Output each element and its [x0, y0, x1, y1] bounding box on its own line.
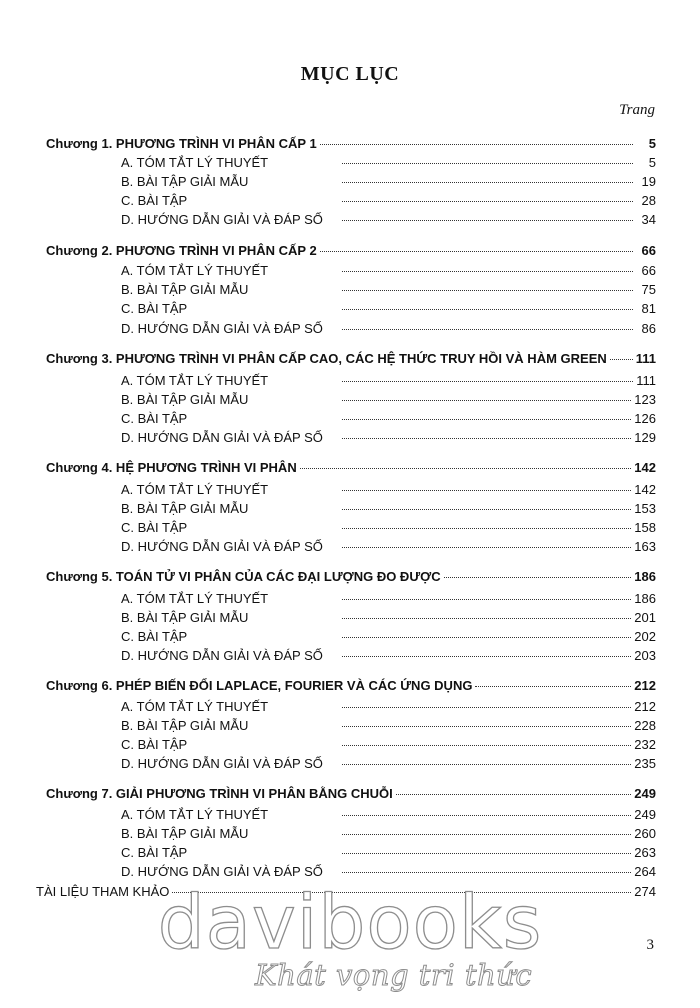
section-label: A. TÓM TẮT LÝ THUYẾT	[121, 699, 269, 714]
toc-section[interactable]	[121, 481, 656, 499]
section-label: A. TÓM TẮT LÝ THUYẾT	[121, 155, 269, 170]
toc-section[interactable]	[121, 519, 656, 537]
toc-section[interactable]	[121, 647, 656, 665]
dot-leader	[342, 764, 631, 765]
dot-leader	[300, 468, 632, 469]
toc-section[interactable]	[121, 410, 656, 428]
chapter-title: Chương 4. HỆ PHƯƠNG TRÌNH VI PHÂN	[46, 460, 297, 475]
section-page: 81	[641, 301, 656, 316]
section-label: A. TÓM TẮT LÝ THUYẾT	[121, 373, 269, 388]
section-page: 34	[641, 212, 656, 227]
section-label: C. BÀI TẬP	[121, 301, 188, 316]
section-label: C. BÀI TẬP	[121, 411, 188, 426]
chapter-title: Chương 5. TOÁN TỬ VI PHÂN CỦA CÁC ĐẠI LƯỢNG ĐO ĐƯỢC	[46, 569, 441, 584]
dot-leader	[342, 707, 631, 708]
toc-section[interactable]	[121, 590, 656, 608]
dot-leader	[342, 400, 631, 401]
section-label: D. HƯỚNG DẪN GIẢI VÀ ĐÁP SỐ	[121, 648, 323, 663]
dot-leader	[342, 547, 631, 548]
toc-section[interactable]	[121, 736, 656, 754]
bibliography-page: 274	[634, 884, 656, 899]
section-page: 264	[634, 864, 656, 879]
toc-chapter-1[interactable]	[46, 135, 656, 153]
chapter-title: Chương 7. GIẢI PHƯƠNG TRÌNH VI PHÂN BẰNG CHUỖI	[46, 786, 393, 801]
section-label: A. TÓM TẮT LÝ THUYẾT	[121, 807, 269, 822]
dot-leader	[320, 144, 633, 145]
section-page: 158	[634, 520, 656, 535]
section-page: 201	[634, 610, 656, 625]
dot-leader	[342, 438, 631, 439]
section-page: 203	[634, 648, 656, 663]
section-page: 129	[634, 430, 656, 445]
dot-leader	[342, 490, 631, 491]
section-label: B. BÀI TẬP GIẢI MẪU	[121, 282, 249, 297]
dot-leader	[610, 359, 633, 360]
section-label: D. HƯỚNG DẪN GIẢI VÀ ĐÁP SỐ	[121, 212, 323, 227]
section-label: C. BÀI TẬP	[121, 629, 188, 644]
dot-leader	[342, 599, 631, 600]
dot-leader	[342, 726, 631, 727]
section-label: B. BÀI TẬP GIẢI MẪU	[121, 174, 249, 189]
section-page: 163	[634, 539, 656, 554]
section-page: 260	[634, 826, 656, 841]
toc-section[interactable]	[121, 500, 656, 518]
dot-leader	[342, 163, 633, 164]
chapter-title: Chương 2. PHƯƠNG TRÌNH VI PHÂN CẤP 2	[46, 243, 317, 258]
section-label: C. BÀI TẬP	[121, 193, 188, 208]
dot-leader	[342, 329, 633, 330]
section-label: D. HƯỚNG DẪN GIẢI VÀ ĐÁP SỐ	[121, 864, 323, 879]
dot-leader	[342, 419, 631, 420]
toc-section[interactable]	[121, 863, 656, 881]
toc-section[interactable]	[121, 173, 656, 191]
section-label: B. BÀI TẬP GIẢI MẪU	[121, 501, 249, 516]
dot-leader	[342, 815, 631, 816]
toc-section[interactable]	[121, 717, 656, 735]
dot-leader	[396, 794, 632, 795]
section-page: 232	[634, 737, 656, 752]
dot-leader	[342, 618, 631, 619]
dot-leader	[342, 872, 631, 873]
section-page: 228	[634, 718, 656, 733]
toc-section[interactable]	[121, 154, 656, 172]
toc-section[interactable]	[121, 281, 656, 299]
toc-section[interactable]	[121, 372, 656, 390]
toc-section[interactable]	[121, 211, 656, 229]
dot-leader	[342, 656, 631, 657]
section-page: 249	[634, 807, 656, 822]
chapter-page: 212	[634, 678, 656, 693]
dot-leader	[342, 509, 631, 510]
toc-section[interactable]	[121, 192, 656, 210]
dot-leader	[342, 853, 631, 854]
toc-section[interactable]	[121, 628, 656, 646]
dot-leader	[342, 309, 633, 310]
section-label: B. BÀI TẬP GIẢI MẪU	[121, 610, 249, 625]
toc-chapter-2[interactable]	[46, 242, 656, 260]
dot-leader	[342, 201, 633, 202]
toc-section[interactable]	[121, 844, 656, 862]
chapter-page: 66	[641, 243, 656, 258]
section-page: 123	[634, 392, 656, 407]
section-label: A. TÓM TẮT LÝ THUYẾT	[121, 482, 269, 497]
watermark-brand: davibooks	[157, 880, 543, 966]
chapter-page: 142	[634, 460, 656, 475]
chapter-title: Chương 6. PHÉP BIẾN ĐỔI LAPLACE, FOURIER VÀ CÁC ỨNG DỤNG	[46, 678, 473, 693]
section-label: D. HƯỚNG DẪN GIẢI VÀ ĐÁP SỐ	[121, 321, 323, 336]
dot-leader	[342, 637, 631, 638]
section-page: 66	[641, 263, 656, 278]
toc-chapter-7[interactable]	[46, 785, 656, 803]
section-label: C. BÀI TẬP	[121, 737, 188, 752]
chapter-title: Chương 3. PHƯƠNG TRÌNH VI PHÂN CẤP CAO, CÁC HỆ THỨC TRUY HỒI VÀ HÀM GREEN	[46, 351, 607, 366]
section-page: 111	[636, 373, 656, 388]
watermark-slogan: Khát vọng tri thức	[255, 958, 533, 992]
section-page: 186	[634, 591, 656, 606]
dot-leader	[342, 381, 633, 382]
toc-section[interactable]	[121, 429, 656, 447]
page-title: MỤC LỤC	[300, 63, 400, 85]
toc-section[interactable]	[121, 391, 656, 409]
section-page: 212	[634, 699, 656, 714]
toc-chapter-6[interactable]	[46, 677, 656, 695]
dot-leader	[320, 251, 633, 252]
page-column-label: Trang	[619, 102, 655, 118]
section-label: A. TÓM TẮT LÝ THUYẾT	[121, 591, 269, 606]
dot-leader	[342, 290, 633, 291]
dot-leader	[475, 686, 631, 687]
page-number: 3	[646, 937, 654, 953]
section-page: 235	[634, 756, 656, 771]
section-label: C. BÀI TẬP	[121, 520, 188, 535]
dot-leader	[444, 577, 632, 578]
toc-section[interactable]	[121, 698, 656, 716]
toc-section[interactable]	[121, 825, 656, 843]
section-label: A. TÓM TẮT LÝ THUYẾT	[121, 263, 269, 278]
section-label: D. HƯỚNG DẪN GIẢI VÀ ĐÁP SỐ	[121, 430, 323, 445]
dot-leader	[342, 834, 631, 835]
section-page: 75	[641, 282, 656, 297]
section-page: 153	[634, 501, 656, 516]
toc-section[interactable]	[121, 320, 656, 338]
section-page: 142	[634, 482, 656, 497]
chapter-page: 5	[648, 136, 656, 151]
section-label: D. HƯỚNG DẪN GIẢI VÀ ĐÁP SỐ	[121, 539, 323, 554]
dot-leader	[342, 271, 633, 272]
toc-section[interactable]	[121, 755, 656, 773]
section-page: 28	[641, 193, 656, 208]
dot-leader	[342, 745, 631, 746]
section-label: B. BÀI TẬP GIẢI MẪU	[121, 826, 249, 841]
toc-chapter-4[interactable]	[46, 459, 656, 477]
section-label: B. BÀI TẬP GIẢI MẪU	[121, 392, 249, 407]
toc-chapter-3[interactable]	[46, 350, 656, 368]
dot-leader	[342, 182, 633, 183]
chapter-title: Chương 1. PHƯƠNG TRÌNH VI PHÂN CẤP 1	[46, 136, 317, 151]
toc-chapter-5[interactable]	[46, 568, 656, 586]
chapter-page: 186	[634, 569, 656, 584]
section-page: 5	[648, 155, 656, 170]
toc-section[interactable]	[121, 806, 656, 824]
section-label: C. BÀI TẬP	[121, 845, 188, 860]
section-page: 202	[634, 629, 656, 644]
section-page: 86	[641, 321, 656, 336]
toc-section[interactable]	[121, 609, 656, 627]
toc-section[interactable]	[121, 300, 656, 318]
toc-section[interactable]	[121, 262, 656, 280]
section-label: B. BÀI TẬP GIẢI MẪU	[121, 718, 249, 733]
bibliography-label: TÀI LIỆU THAM KHẢO	[36, 884, 170, 899]
section-page: 19	[641, 174, 656, 189]
dot-leader	[342, 220, 633, 221]
section-page: 126	[634, 411, 656, 426]
chapter-page: 111	[635, 351, 656, 366]
section-label: D. HƯỚNG DẪN GIẢI VÀ ĐÁP SỐ	[121, 756, 323, 771]
toc-section[interactable]	[121, 538, 656, 556]
dot-leader	[342, 528, 631, 529]
chapter-page: 249	[634, 786, 656, 801]
section-page: 263	[634, 845, 656, 860]
